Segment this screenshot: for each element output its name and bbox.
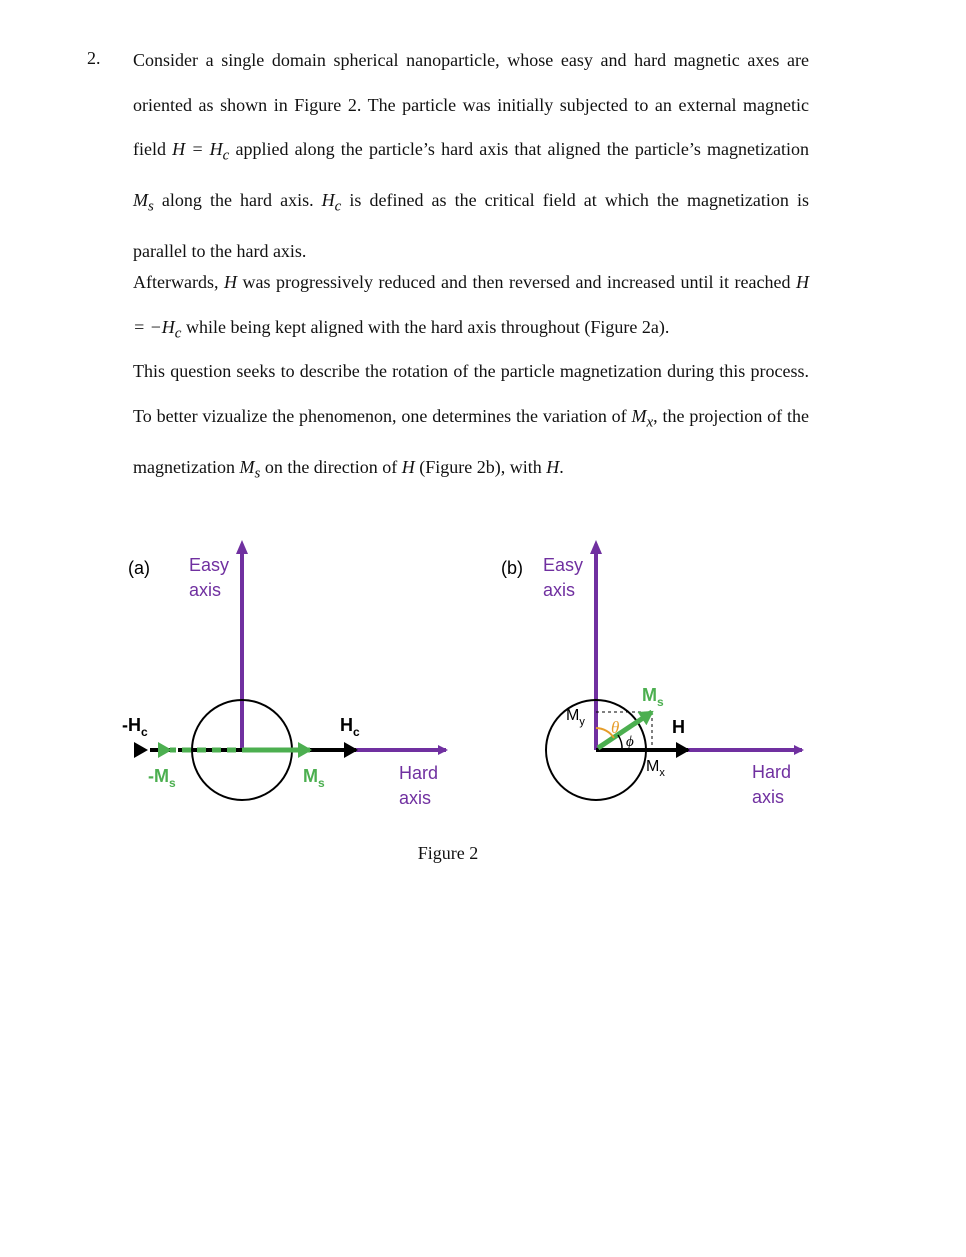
panel-a-hc-label: $H_c$ xyxy=(340,715,360,739)
panel-a-ms-label: $M_s$ xyxy=(303,766,325,790)
panel-a-hard-axis-label-1: Hard xyxy=(399,763,439,783)
panel-b-h-label: H xyxy=(672,717,685,737)
panel-b-mx-label: $M_x$ xyxy=(646,758,665,779)
panel-b-easy-axis-label-1: Easy xyxy=(543,555,584,575)
panel-a-easy-axis-label-1: Easy xyxy=(189,555,230,575)
panel-b-hard-axis-label-1: Hard xyxy=(752,762,792,782)
panel-b-ms-label: $M_s$ xyxy=(642,685,664,709)
question-paragraph-1: Consider a single domain spherical nanoparticle, whose easy and hard magnetic axes are oriented as shown in Figure 2. The particle was initially subjected to an external magnetic field $H = H_c$ applied along the particle’s hard axis that aligned the particle’s magnetization $M_s$ along the hard axis. $H_c$ is defined as the critical field at which the magnetization is parallel to the hard axis. xyxy=(133,50,809,262)
question-paragraph-3: This question seeks to describe the rotation of the particle magnetization during this process. To better vizualize the phenomenon, one determines the variation of $M_x$, the projection of the magnetization $M_s$ on the direction of H (Figure 2b), with H. xyxy=(133,361,809,482)
panel-a-neg-hc-label: $-H_c$ xyxy=(122,715,148,739)
panel-a-easy-axis-label-2: axis xyxy=(189,580,222,600)
panel-b-theta-label: θ xyxy=(611,718,620,737)
panel-b-my-label: $M_y$ xyxy=(566,707,585,728)
panel-a xyxy=(122,552,446,808)
panel-b-easy-axis-label-2: axis xyxy=(543,580,576,600)
panel-a-label: (a) xyxy=(128,558,150,578)
panel-b-phi-label: ϕ xyxy=(626,734,634,750)
figure-caption: Figure 2 xyxy=(417,843,479,863)
question-paragraph-2: Afterwards, H was progressively reduced and then reversed and increased until it reached $H = -H_c$ while being kept aligned with the hard axis throughout (Figure 2a). xyxy=(133,272,809,342)
panel-b-phi-arc xyxy=(618,735,622,750)
panel-a-neg-ms-label: $-M_s$ xyxy=(148,766,176,790)
panel-b-hard-axis-label-2: axis xyxy=(752,787,785,807)
panel-b-label: (b) xyxy=(501,558,523,578)
panel-a-hard-axis-label-2: axis xyxy=(399,788,432,808)
panel-b xyxy=(501,552,802,807)
question-number: 2. xyxy=(87,48,101,68)
